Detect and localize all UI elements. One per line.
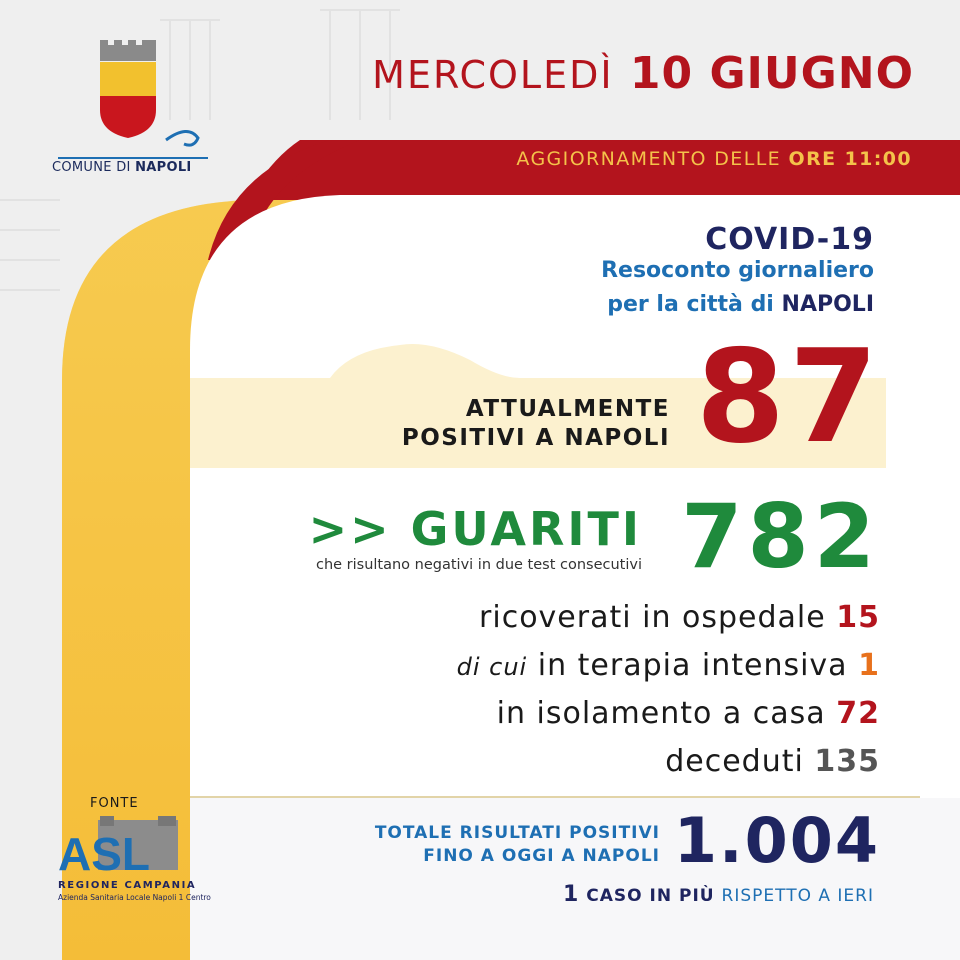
weekday: MERCOLEDÌ (372, 53, 614, 97)
subtitle: Resoconto giornaliero (601, 258, 874, 283)
positives-label: ATTUALMENTE POSITIVI A NAPOLI (401, 396, 670, 451)
stat-icu: di cui in terapia intensiva 1 (456, 648, 880, 683)
source-label: FONTE (90, 796, 139, 811)
totals-value: 1.004 (673, 804, 880, 877)
recovered-label: >> GUARITI (308, 502, 642, 556)
positives-value: 87 (695, 323, 882, 472)
update-time: AGGIORNAMENTO DELLE ORE 11:00 (516, 148, 912, 170)
stat-deaths: deceduti 135 (665, 744, 880, 779)
stat-home-isolation: in isolamento a casa 72 (496, 696, 880, 731)
asl-logo-text: ASL (58, 828, 150, 876)
logo-label: COMUNE DI NAPOLI (52, 160, 192, 175)
title-covid: COVID-19 (705, 222, 874, 257)
totals-label: TOTALE RISULTATI POSITIVI FINO A OGGI A NAPOLI (374, 823, 660, 866)
city-line: per la città di NAPOLI (607, 292, 874, 317)
asl-logo (58, 816, 188, 876)
recovered-note: che risultano negativi in due test consecutivi (315, 557, 642, 573)
date: 10 GIUGNO (629, 48, 914, 99)
daily-delta: 1 CASO IN PIÙ RISPETTO A IERI (563, 882, 874, 907)
asl-region: REGIONE CAMPANIA (58, 880, 197, 891)
recovered-value: 782 (681, 485, 880, 588)
date-heading (372, 48, 914, 99)
stat-hospital: ricoverati in ospedale 15 (479, 600, 880, 635)
asl-subtitle: Azienda Sanitaria Locale Napoli 1 Centro (58, 893, 211, 902)
